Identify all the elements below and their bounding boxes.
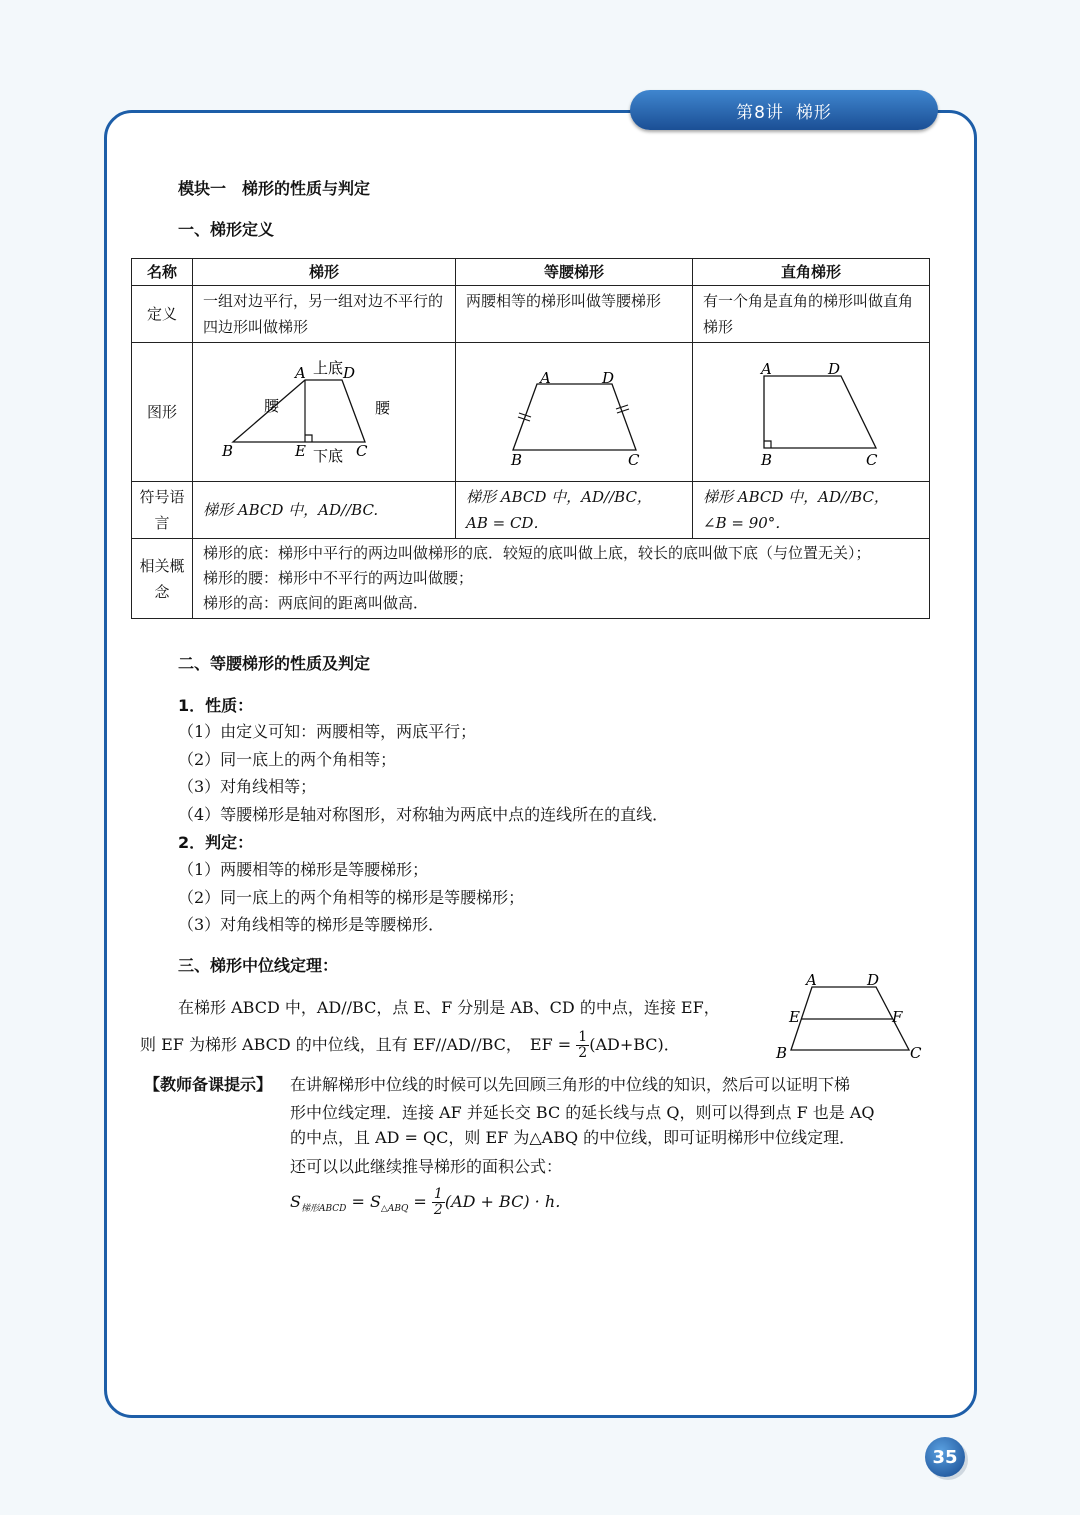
row-label-symbol: 符号语言 [132, 482, 193, 539]
sym-isosceles-1: 梯形 ABCD 中，AD//BC， [466, 488, 652, 506]
trapezoid-definition-table [131, 258, 930, 619]
sym-trapezoid: 梯形 ABCD 中，AD//BC. [193, 482, 456, 539]
judgement-title: 2．判定： [178, 833, 254, 852]
sym-right-1: 梯形 ABCD 中，AD//BC， [703, 488, 889, 506]
fig2-label-d: D [602, 369, 615, 387]
section3-title: 三、梯形中位线定理： [178, 956, 339, 975]
formula-equals: = [413, 1192, 427, 1211]
fig4-label-a: A [806, 971, 817, 989]
section2-title: 二、等腰梯形的性质及判定 [178, 654, 371, 673]
fig3-label-d: D [828, 360, 841, 378]
midline-text-b: (AD+BC)． [589, 1035, 680, 1054]
formula-frac-den: 2 [433, 1202, 443, 1218]
sym-isosceles-2: AB = CD． [466, 514, 549, 532]
fig1-bottom-base: 下底 [313, 447, 344, 465]
fig2-label-c: C [628, 451, 640, 469]
fraction-half [576, 1030, 589, 1061]
fig1-label-d: D [343, 364, 356, 382]
fig1-top-base: 上底 [313, 359, 344, 377]
right-trapezoid-figure [693, 343, 929, 481]
fig1-label-a: A [295, 364, 306, 382]
properties-title: 1．性质： [178, 696, 254, 715]
fig1-label-e: E [295, 442, 306, 460]
judgement-1: （1）两腰相等的梯形是等腰梯形； [178, 860, 429, 879]
fig4-label-e: E [789, 1008, 800, 1026]
formula-fraction [432, 1187, 445, 1218]
judgement-2: （2）同一底上的两个角相等的梯形是等腰梯形； [178, 888, 525, 907]
header-isosceles: 等腰梯形 [456, 259, 693, 286]
midline-text-a: 则 EF 为梯形 ABCD 的中位线，且有 EF//AD//BC， EF = [140, 1035, 572, 1054]
section1-title: 一、梯形定义 [178, 220, 275, 239]
teacher-tip-line-1: 在讲解梯形中位线的时候可以先回顾三角形的中位线的知识，然后可以证明下梯 [290, 1075, 851, 1094]
formula-s2: = S [351, 1192, 381, 1211]
fig1-label-c: C [356, 442, 368, 460]
related-bases: 梯形的底：梯形中平行的两边叫做梯形的底．较短的底叫做上底，较长的底叫做下底（与位置无关）； [203, 544, 871, 562]
midline-statement-1: 在梯形 ABCD 中，AD//BC，点 E、F 分别是 AB、CD 的中点，连接 EF， [178, 998, 720, 1017]
fraction-denominator: 2 [578, 1045, 588, 1061]
header-name: 名称 [132, 259, 193, 286]
def-isosceles: 两腰相等的梯形叫做等腰梯形 [456, 286, 693, 343]
property-2: （2）同一底上的两个角相等； [178, 750, 397, 769]
fig4-label-b: B [776, 1044, 788, 1062]
related-height: 梯形的高：两底间的距离叫做高． [203, 594, 429, 612]
trapezoid-figure [193, 343, 455, 481]
midline-statement-2 [140, 1028, 680, 1062]
module-title: 模块一 梯形的性质与判定 [178, 179, 371, 198]
property-1: （1）由定义可知：两腰相等，两底平行； [178, 722, 477, 741]
teacher-tip-label: 【教师备课提示】 [144, 1075, 273, 1094]
teacher-tip-line-4: 还可以以此继续推导梯形的面积公式： [290, 1157, 563, 1176]
def-right: 有一个角是直角的梯形叫做直角梯形 [693, 286, 930, 343]
row-label-figure: 图形 [132, 343, 193, 482]
related-legs: 梯形的腰：梯形中不平行的两边叫做腰； [203, 569, 474, 587]
fig1-left-leg: 腰 [264, 397, 280, 415]
fig4-label-f: F [892, 1008, 903, 1026]
property-3: （3）对角线相等； [178, 777, 317, 796]
page-number: 35 [925, 1437, 965, 1477]
teacher-tip-line-3: 的中点，且 AD = QC，则 EF 为△ABQ 的中位线，即可证明梯形中位线定理． [290, 1128, 856, 1147]
lecture-number: 第8讲 [736, 102, 784, 123]
row-label-definition: 定义 [132, 286, 193, 343]
isosceles-trapezoid-figure [456, 343, 692, 481]
formula-s1: S [290, 1192, 301, 1211]
fig1-right-leg: 腰 [375, 399, 391, 417]
judgement-3: （3）对角线相等的梯形是等腰梯形． [178, 915, 445, 934]
teacher-tip-line-2: 形中位线定理．连接 AF 并延长交 BC 的延长线与点 Q，则可以得到点 F 也是 AQ [290, 1103, 875, 1122]
fig4-label-d: D [867, 971, 880, 989]
fig3-label-b: B [761, 451, 773, 469]
def-trapezoid: 一组对边平行，另一组对边不平行的四边形叫做梯形 [193, 286, 456, 343]
fraction-numerator: 1 [578, 1029, 588, 1045]
formula-sub1: 梯形ABCD [300, 1204, 347, 1215]
fig1-label-b: B [222, 442, 234, 460]
fig2-label-b: B [511, 451, 523, 469]
chapter-header [630, 90, 938, 130]
midline-figure [770, 966, 930, 1066]
header-trapezoid: 梯形 [193, 259, 456, 286]
fig3-label-c: C [866, 451, 878, 469]
row-label-related: 相关概念 [132, 539, 193, 619]
header-right: 直角梯形 [693, 259, 930, 286]
formula-frac-num: 1 [433, 1186, 443, 1202]
sym-right-2: ∠B = 90°． [703, 514, 791, 532]
fig4-label-c: C [910, 1044, 922, 1062]
formula-sub2: △ABQ [380, 1204, 409, 1215]
fig3-label-a: A [761, 360, 772, 378]
property-4: （4）等腰梯形是轴对称图形，对称轴为两底中点的连线所在的直线． [178, 805, 669, 824]
fig2-label-a: A [540, 369, 551, 387]
formula-rest: (AD + BC) · h． [444, 1192, 572, 1211]
area-formula [290, 1184, 571, 1227]
lecture-topic: 梯形 [795, 102, 832, 123]
